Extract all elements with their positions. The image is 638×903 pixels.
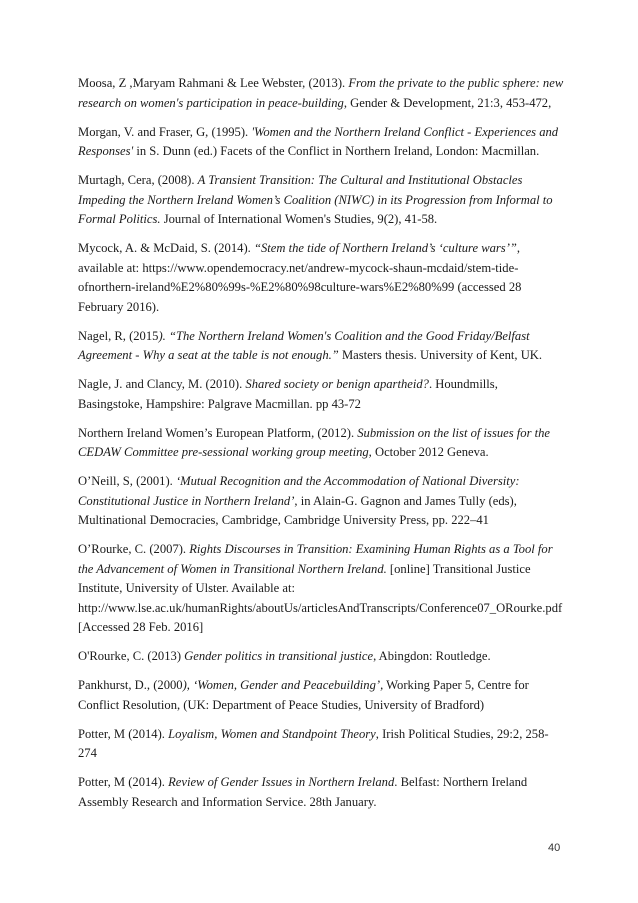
reference-entry: Murtagh, Cera, (2008). A Transient Transition: The Cultural and Institutional Obstacles Impeding the Northern Ireland Women’s Coalition (NIWC) in its Progression from Informal to Formal Politics. Journal of International Women's Studies, 9(2), 41-58. bbox=[78, 173, 553, 226]
reference-entry: Morgan, V. and Fraser, G, (1995). 'Women and the Northern Ireland Conflict - Experiences and Responses' in S. Dunn (ed.) Facets of the Conflict in Northern Ireland, London: Macmillan. bbox=[78, 124, 559, 158]
reference-entry: Northern Ireland Women’s European Platform, (2012). Submission on the list of issues for the CEDAW Committee pre-sessional working group meeting, October 2012 Geneva. bbox=[78, 425, 551, 459]
page-number: 40 bbox=[548, 842, 561, 854]
reference-list bbox=[78, 74, 564, 822]
reference-entry: O'Rourke, C. (2013) Gender politics in transitional justice, Abingdon: Routledge. bbox=[78, 649, 491, 663]
reference-entry: O’Rourke, C. (2007). Rights Discourses in Transition: Examining Human Rights as a Tool for the Advancement of Women in Transitional Northern Ireland. [online] Transitional Justice Institute, University of Ulster. Available at: http://www.lse.ac.uk/humanRights/aboutUs/articlesAndTranscripts/Conference07_ORourke.pdf [Accessed 28 Feb. 2016] bbox=[78, 542, 563, 634]
reference-entry: Nagle, J. and Clancy, M. (2010). Shared society or benign apartheid?. Houndmills, Basingstoke, Hampshire: Palgrave Macmillan. pp 43-72 bbox=[78, 377, 498, 411]
reference-entry: Moosa, Z ,Maryam Rahmani & Lee Webster, (2013). From the private to the public sphere: new research on women's participation in peace-building, Gender & Development, 21:3, 453-472, bbox=[78, 76, 564, 110]
reference-entry: Mycock, A. & McDaid, S. (2014). “Stem the tide of Northern Ireland’s ‘culture wars’”, available at: https://www.opendemocracy.net/andrew-mycock-shaun-mcdaid/stem-tide-ofnorthern-ireland%E2%80%99s-%E2%80%98culture-wars%E2%80%99 (accessed 28 February 2016). bbox=[78, 241, 522, 314]
reference-entry: Potter, M (2014). Loyalism, Women and Standpoint Theory, Irish Political Studies, 29:2, 258-274 bbox=[78, 726, 549, 760]
reference-entry: Potter, M (2014). Review of Gender Issues in Northern Ireland. Belfast: Northern Ireland Assembly Research and Information Service. 28th January. bbox=[78, 775, 528, 809]
reference-entry: Nagel, R, (2015). “The Northern Ireland Women's Coalition and the Good Friday/Belfast Agreement - Why a seat at the table is not enough.” Masters thesis. University of Kent, UK. bbox=[78, 328, 543, 362]
reference-entry: O’Neill, S, (2001). ‘Mutual Recognition and the Accommodation of National Diversity: Constitutional Justice in Northern Ireland’, in Alain-G. Gagnon and James Tully (eds), Multinational Democracies, Cambridge, Cambridge University Press, pp. 222–41 bbox=[78, 474, 520, 527]
reference-entry: Pankhurst, D., (2000), ‘Women, Gender and Peacebuilding’, Working Paper 5, Centre for Conflict Resolution, (UK: Department of Peace Studies, University of Bradford) bbox=[78, 678, 529, 712]
